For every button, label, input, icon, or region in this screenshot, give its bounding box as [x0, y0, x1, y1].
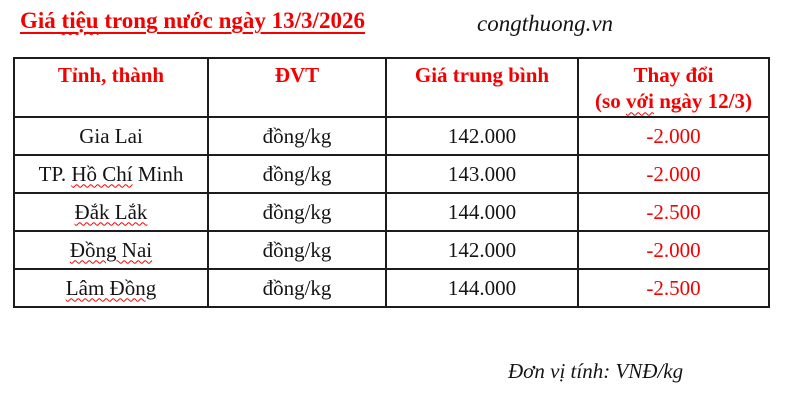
unit-cell: đồng/kg: [208, 231, 386, 269]
change-cell: -2.000: [578, 231, 769, 269]
col-header-avg-price: Giá trung bình: [386, 58, 578, 117]
unit-note: Đơn vị tính: VNĐ/kg: [508, 359, 684, 383]
avg-price-cell: 143.000: [386, 155, 578, 193]
change-cell: -2.000: [578, 155, 769, 193]
table-row: [14, 117, 769, 155]
col-header-change-line2: [583, 88, 764, 114]
page-title: [20, 8, 365, 34]
province-text: Gia Lai: [79, 123, 143, 148]
province-cell: [14, 193, 208, 231]
unit-cell: đồng/kg: [208, 193, 386, 231]
province-cell: [14, 231, 208, 269]
province-misspelled-word: Đắk Lắk: [74, 199, 148, 224]
province-misspelled-word: Hồ Chí: [71, 161, 133, 186]
table-row: [14, 269, 769, 307]
province-text: Minh: [132, 161, 184, 186]
title-prefix: Giá: [20, 8, 62, 33]
col-header-unit: ĐVT: [208, 58, 386, 117]
avg-price-cell: 144.000: [386, 269, 578, 307]
avg-price-cell: 142.000: [386, 231, 578, 269]
change-cell: -2.500: [578, 269, 769, 307]
table-row: [14, 155, 769, 193]
change-line2-prefix: (so: [595, 89, 626, 114]
price-table: [13, 57, 770, 308]
title-misspelled-word: tiệu: [61, 8, 99, 33]
header-row: [14, 58, 769, 117]
title-suffix: trong nước ngày 13/3/2026: [98, 8, 365, 33]
brand-watermark: congthuong.vn: [477, 11, 614, 36]
province-cell: [14, 117, 208, 155]
unit-cell: đồng/kg: [208, 269, 386, 307]
province-misspelled-word: Đồng Nai: [69, 237, 153, 262]
col-header-change: [578, 58, 769, 117]
change-line2-suffix: ngày 12/3): [653, 89, 752, 114]
unit-cell: đồng/kg: [208, 117, 386, 155]
avg-price-cell: 144.000: [386, 193, 578, 231]
change-cell: -2.500: [578, 193, 769, 231]
avg-price-cell: 142.000: [386, 117, 578, 155]
unit-cell: đồng/kg: [208, 155, 386, 193]
province-cell: [14, 155, 208, 193]
col-header-change-line1: Thay đổi: [633, 63, 714, 87]
change-line2-misspelled-word: với: [625, 89, 654, 114]
col-header-province: Tỉnh, thành: [14, 58, 208, 117]
change-cell: -2.000: [578, 117, 769, 155]
table-row: [14, 193, 769, 231]
province-text: TP.: [38, 161, 72, 186]
table-row: [14, 231, 769, 269]
province-cell: [14, 269, 208, 307]
province-misspelled-word: Lâm Đồng: [65, 275, 157, 300]
